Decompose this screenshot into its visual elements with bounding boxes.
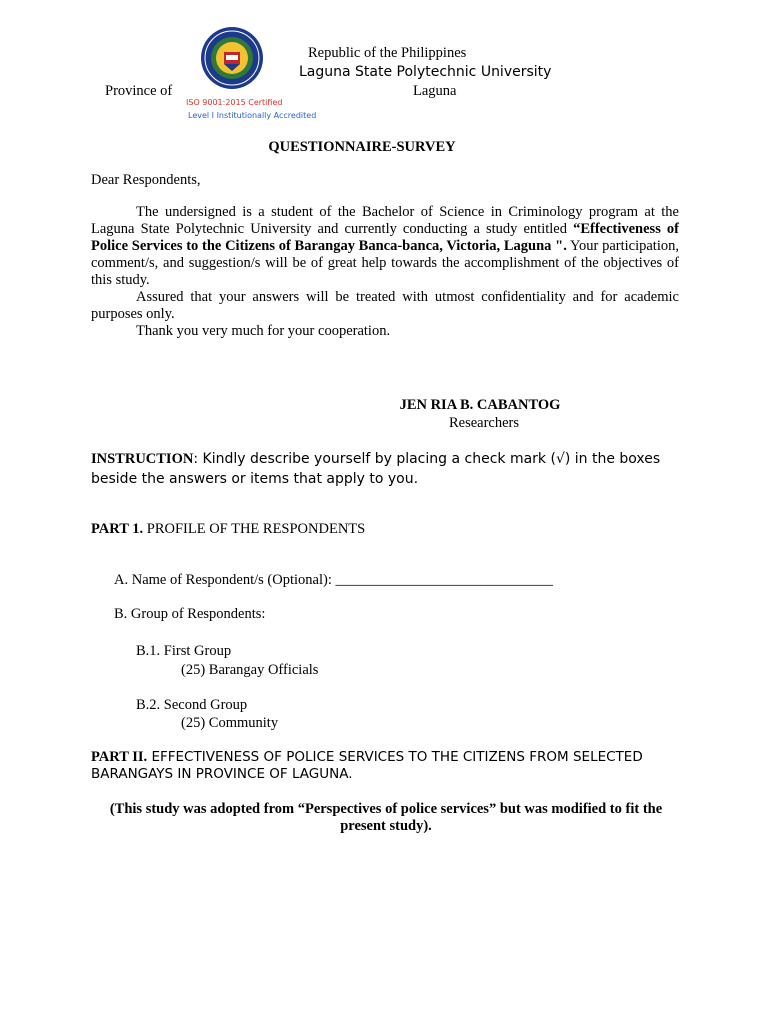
part1-label: PART 1. — [91, 521, 144, 537]
first-group-option[interactable]: (25) Barangay Officials — [181, 662, 319, 678]
republic-heading: Republic of the Philippines — [308, 45, 467, 61]
instruction — [91, 449, 691, 489]
letter-body — [91, 204, 679, 340]
letter-paragraph-2: Assured that your answers will be treated with utmost confidentiality and for academic purposes only. — [91, 289, 679, 322]
study-title: “Effectiveness of Police Services to the Citizens of Barangay Banca-banca, Victoria, Laguna ". — [91, 221, 680, 254]
adoption-note: (This study was adopted from “Perspectives of police services” but was modified to fit the present study). — [109, 801, 663, 834]
letter-p1-intro: The undersigned is a student of the Bachelor of Science in Criminology program at the Laguna State Polytechnic University and currently conducting a study entitled — [91, 204, 679, 237]
part2-title: EFFECTIVENESS OF POLICE SERVICES TO THE CITIZENS FROM SELECTED BARANGAYS IN PROVINCE OF LAGUNA. — [91, 749, 643, 782]
university-name: Laguna State Polytechnic University — [299, 64, 552, 80]
instruction-text: : Kindly describe yourself by placing a check mark (√) in the boxes beside the answers or items that apply to you. — [91, 451, 661, 487]
respondent-group-label: B. Group of Respondents: — [114, 606, 266, 622]
document-title: QUESTIONNAIRE-SURVEY — [268, 139, 456, 155]
researcher-role: Researchers — [448, 415, 520, 431]
respondent-name-field[interactable]: A. Name of Respondent/s (Optional): ______________________________ — [114, 572, 553, 588]
province-of-label: Province of — [105, 83, 173, 99]
part2-heading — [91, 749, 681, 783]
part2-label: PART II. — [91, 749, 148, 765]
part1-title: PROFILE OF THE RESPONDENTS — [143, 521, 366, 537]
instruction-label: INSTRUCTION — [91, 451, 194, 467]
researcher-name: JEN RIA B. CABANTOG — [399, 397, 561, 413]
iso-certification: ISO 9001:2015 Certified — [186, 98, 283, 107]
letter-p1-rest: Your participation, comment/s, and suggestion/s will be of great help towards the accomplishment of the objectives of this study. — [91, 238, 679, 288]
province-name: Laguna — [413, 83, 457, 99]
letter-paragraph-1 — [91, 204, 679, 289]
accreditation-text: Level I Institutionally Accredited — [188, 111, 317, 120]
greeting: Dear Respondents, — [91, 172, 201, 188]
second-group-option[interactable]: (25) Community — [181, 715, 279, 731]
first-group-label: B.1. First Group — [136, 643, 232, 659]
university-seal-logo — [200, 26, 264, 90]
part1-heading — [91, 521, 365, 538]
letter-paragraph-3: Thank you very much for your cooperation. — [136, 323, 391, 339]
second-group-label: B.2. Second Group — [136, 697, 248, 713]
